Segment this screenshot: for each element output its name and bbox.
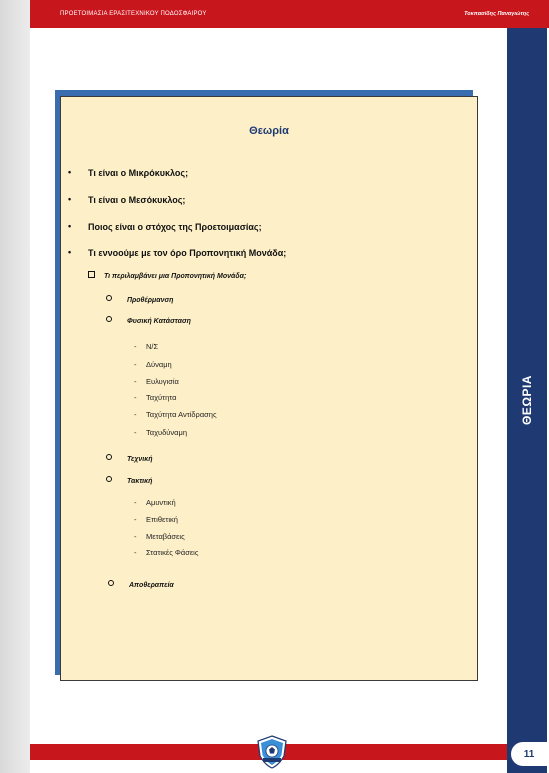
component-label: Προθέρμανση — [127, 297, 174, 304]
theory-box — [60, 96, 478, 681]
circle-bullet-icon — [106, 476, 112, 482]
component-item — [106, 476, 152, 485]
fitness-list-item: - Ταχύτητα Αντίδρασης — [134, 410, 217, 419]
subheading — [88, 271, 246, 280]
question-text: Τι εννοούμε με τον όρο Προπονητική Μονάδα; — [88, 248, 287, 258]
tactics-list-item: - Επιθετική — [134, 515, 178, 524]
checkbox-bullet-icon — [88, 271, 95, 278]
tactics-list-item: - Μεταβάσεις — [134, 532, 185, 541]
fitness-list-item: - Ευλυγισία — [134, 377, 179, 386]
fitness-list-item: - Ταχύτητα — [134, 393, 177, 402]
header-title: ΠΡΟΕΤΟΙΜΑΣΙΑ ΕΡΑΣΙΤΕΧΝΙΚΟΥ ΠΟΔΟΣΦΑΙΡΟΥ — [60, 11, 207, 17]
list-item-text: Ν/Σ — [146, 342, 159, 351]
component-label: Τακτική — [127, 478, 153, 485]
club-logo-icon — [253, 734, 291, 770]
tactics-list-item: - Στατικές Φάσεις — [134, 548, 199, 557]
fitness-list-item: - Ν/Σ — [134, 342, 159, 351]
component-item — [108, 580, 174, 589]
list-item-text: Ταχύτητα Αντίδρασης — [146, 410, 217, 419]
list-item-text: Μεταβάσεις — [146, 532, 185, 541]
page-gutter — [0, 0, 30, 773]
list-item-text: Ταχύτητα — [146, 393, 177, 402]
side-section-label: ΘΕΩΡΙΑ — [520, 375, 534, 425]
bullet-icon: • — [68, 221, 72, 231]
circle-bullet-icon — [108, 580, 114, 586]
component-item — [106, 454, 152, 463]
question-text: Ποιος είναι ο στόχος της Προετοιμασίας; — [88, 222, 262, 232]
list-item-text: Δύναμη — [146, 360, 172, 369]
component-item — [106, 316, 191, 325]
circle-bullet-icon — [106, 454, 112, 460]
component-item — [106, 295, 173, 304]
subheading-text: Τι περιλαμβάνει μια Προπονητική Μονάδα; — [104, 273, 247, 280]
fitness-list-item: - Ταχυδύναμη — [134, 428, 187, 437]
component-label: Φυσική Κατάσταση — [127, 318, 191, 325]
header-author: Τοκπασίδης Παναγιώτης — [464, 11, 529, 17]
bullet-icon: • — [68, 194, 72, 204]
list-item-text: Επιθετική — [146, 515, 178, 524]
question-text: Τι είναι ο Μεσόκυκλος; — [88, 195, 186, 205]
question-text: Τι είναι ο Μικρόκυκλος; — [88, 168, 189, 178]
list-item-text: Ευλυγισία — [146, 377, 179, 386]
component-label: Τεχνική — [127, 456, 153, 463]
list-item-text: Στατικές Φάσεις — [146, 548, 199, 557]
list-item-text: Ταχυδύναμη — [146, 428, 187, 437]
bullet-icon: • — [68, 247, 72, 257]
bullet-icon: • — [68, 167, 72, 177]
tactics-list-item: - Αμυντική — [134, 498, 176, 507]
component-label: Αποθεραπεία — [129, 582, 174, 589]
page-number: 11 — [511, 742, 547, 766]
box-title: Θεωρία — [249, 125, 289, 137]
circle-bullet-icon — [106, 316, 112, 322]
list-item-text: Αμυντική — [146, 498, 176, 507]
circle-bullet-icon — [106, 295, 112, 301]
fitness-list-item: - Δύναμη — [134, 360, 172, 369]
